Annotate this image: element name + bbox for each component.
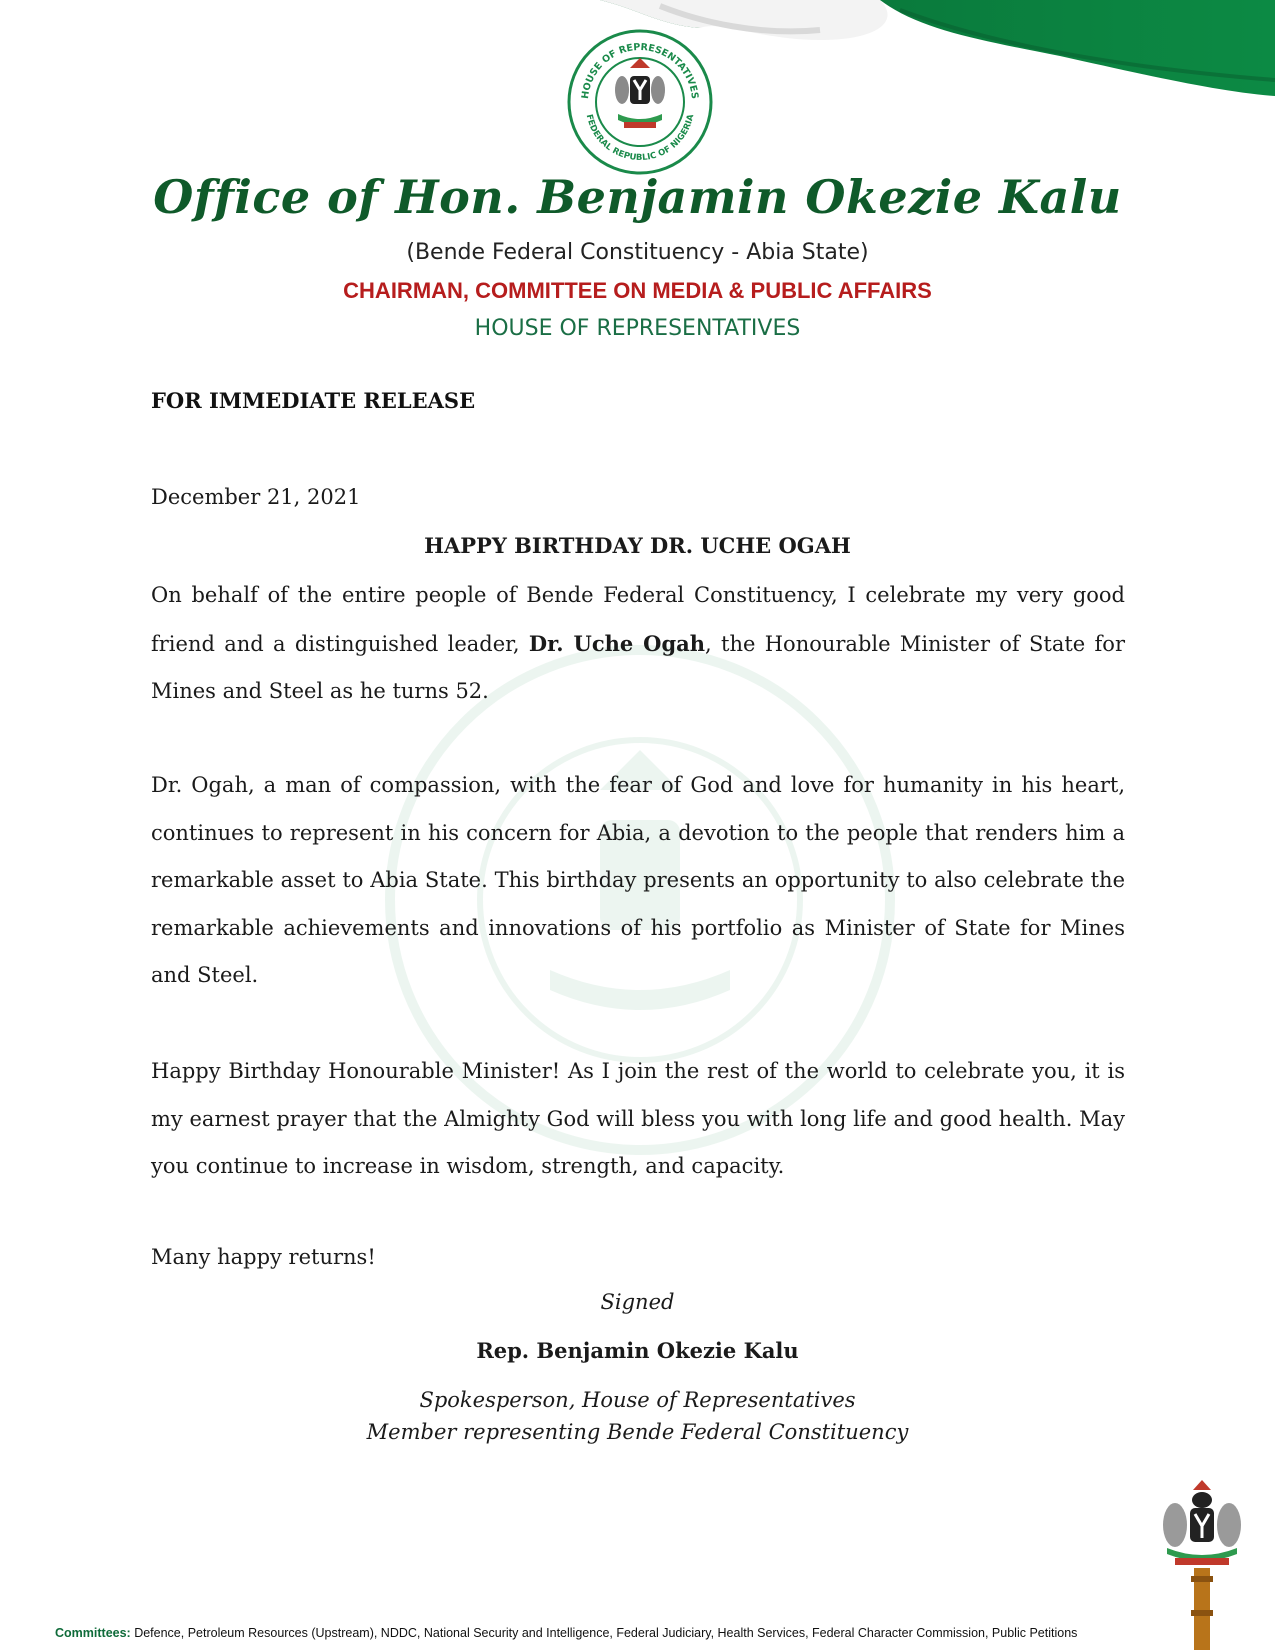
release-label: FOR IMMEDIATE RELEASE: [151, 388, 476, 413]
office-title: Office of Hon. Benjamin Okezie Kalu: [153, 170, 1122, 224]
paragraph-1-start: On behalf of the entire people of Bende Federal Constituency, I celebrate my very good friend and a distinguished leader,: [151, 583, 1125, 656]
letter-date: December 21, 2021: [151, 485, 361, 509]
signatory-name: Rep. Benjamin Okezie Kalu: [476, 1338, 799, 1363]
headline: HAPPY BIRTHDAY DR. UCHE OGAH: [424, 533, 851, 558]
committees-footer: [55, 1626, 1077, 1640]
house-of-representatives-seal: [566, 28, 714, 176]
signatory-role-1: Spokesperson, House of Representatives: [419, 1388, 856, 1412]
constituency-subtitle: (Bende Federal Constituency - Abia State): [406, 240, 869, 265]
paragraph-1-end: , the Honourable Minister of State for Mines and Steel as he turns 52.: [151, 631, 1125, 703]
seal-bottom-text: FEDERAL REPUBLIC OF NIGERIA: [583, 113, 697, 164]
paragraph-2: Dr. Ogah, a man of compassion, with the fear of God and love for humanity in his heart, continues to represent in his concern for Abia, a devotion to the people that renders him a remarkable asset to Abia State. This birthday presents an opportunity to also celebrate the remarkable achievements and innovations of his portfolio as Minister of State for Mines and Steel.: [151, 773, 1125, 987]
paragraph-1: [151, 572, 1125, 716]
signed-label: Signed: [600, 1290, 675, 1314]
committees-list: Defence, Petroleum Resources (Upstream), NDDC, National Security and Intelligence, Federal Judiciary, Health Services, Federal Character Commission, Public Petitions: [130, 1626, 1078, 1640]
mace-coat-of-arms-icon: [1145, 1480, 1260, 1650]
committees-label: Committees:: [55, 1626, 131, 1640]
paragraph-1-bold-name: Dr. Uche Ogah: [528, 630, 706, 656]
closing-line: Many happy returns!: [151, 1245, 376, 1269]
paragraph-3: Happy Birthday Honourable Minister! As I join the rest of the world to celebrate you, it is my earnest prayer that the Almighty God will bless you with long life and good health. May you continue to increase in wisdom, strength, and capacity.: [151, 1059, 1125, 1178]
seal-top-text: HOUSE OF REPRESENTATIVES: [579, 41, 700, 100]
signatory-role-2: Member representing Bende Federal Constituency: [366, 1420, 909, 1444]
house-title: HOUSE OF REPRESENTATIVES: [474, 316, 801, 341]
chairman-title: CHAIRMAN, COMMITTEE ON MEDIA & PUBLIC AFFAIRS: [343, 278, 932, 303]
